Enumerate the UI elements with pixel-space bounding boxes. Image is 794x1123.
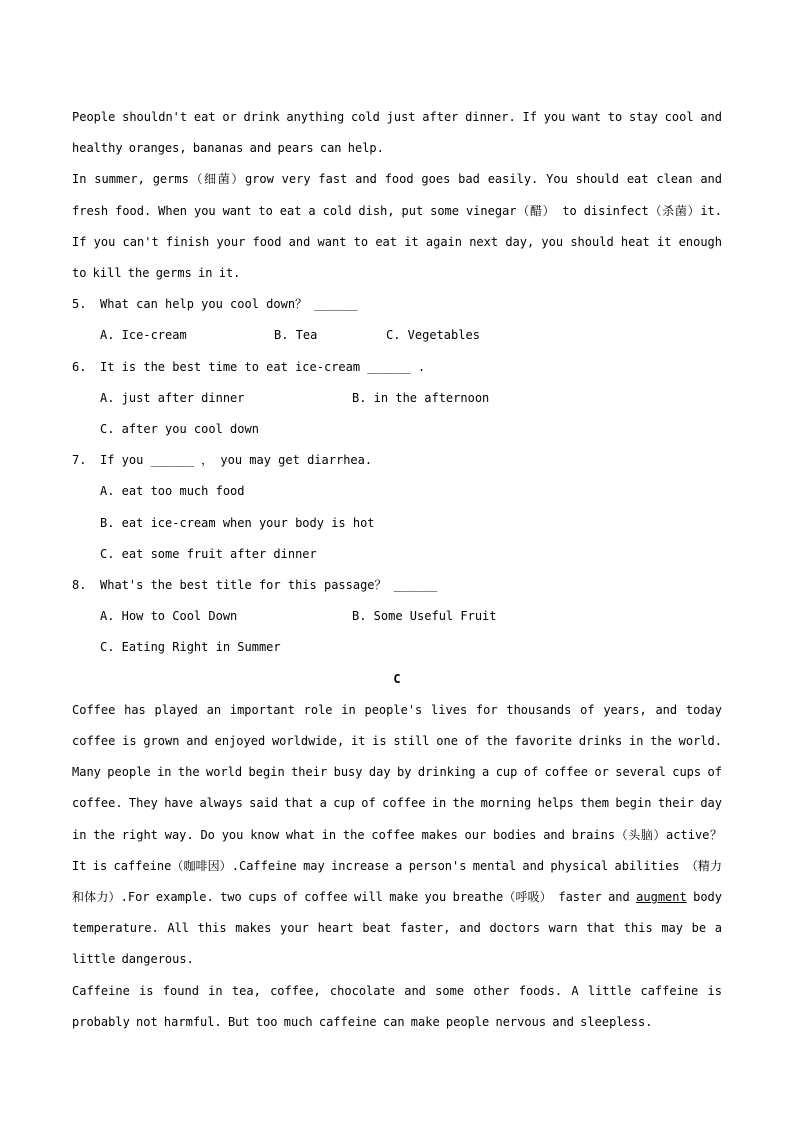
question-text: What's the best title for this passage？ ______ [100, 578, 438, 593]
question-text: If you ______ ， you may get diarrhea. [100, 453, 373, 468]
passage-b-paragraph-2: In summer, germs（细菌）grow very fast and food goes bad easily. You should eat clean and fresh food. When you want to eat a cold dish, put some vinegar（醋） to disinfect（杀菌）it. If you can't finish your food and want to eat it again next day, you should heat it enough to kill the germs in it. [72, 172, 722, 281]
question-6 [72, 352, 722, 383]
worksheet-page [72, 102, 722, 1038]
question-number: 5. [72, 297, 87, 312]
option-a: A. eat too much food [100, 484, 245, 499]
question-7-option-c-row [100, 539, 722, 570]
question-7 [72, 445, 722, 476]
passage-c-paragraph-2: Caffeine is found in tea, coffee, chocolate and some other foods. A little caffeine is probably not harmful. But too much caffeine can make people nervous and sleepless. [72, 983, 722, 1029]
question-6-options-row-2 [100, 414, 722, 445]
question-8-options-row-1 [100, 601, 722, 632]
passage-c-text-after: body temperature. All this makes your heart beat faster, and doctors warn that this may be a little dangerous. [72, 890, 722, 967]
option-a: A. Ice-cream [100, 328, 187, 343]
option-b: B. in the afternoon [352, 390, 490, 405]
option-b: B. Some Useful Fruit [352, 609, 497, 624]
option-c: C. eat some fruit after dinner [100, 546, 317, 561]
option-a: A. How to Cool Down [100, 609, 238, 624]
option-b: B. Tea [274, 328, 318, 343]
passage-c-paragraph-1 [72, 695, 722, 976]
option-c: C. Vegetables [386, 328, 480, 343]
question-number: 8. [72, 578, 87, 593]
question-7-option-b-row [100, 508, 722, 539]
question-number: 7. [72, 453, 87, 468]
option-a: A. just after dinner [100, 390, 245, 405]
question-8-options-row-2 [100, 632, 722, 663]
question-6-options-row-1 [100, 383, 722, 414]
section-title: C [393, 671, 401, 686]
question-text: What can help you cool down？ ______ [100, 297, 358, 312]
underlined-word: augment [636, 890, 687, 905]
question-number: 6. [72, 359, 87, 374]
option-b: B. eat ice-cream when your body is hot [100, 515, 375, 530]
option-c: C. after you cool down [100, 422, 259, 437]
question-8 [72, 570, 722, 601]
passage-b-paragraph-1: People shouldn't eat or drink anything cold just after dinner. If you want to stay cool and healthy oranges, bananas and pears can help. [72, 110, 722, 156]
question-5-options [100, 320, 722, 351]
question-text: It is the best time to eat ice-cream ______ . [100, 359, 426, 374]
option-c: C. Eating Right in Summer [100, 640, 281, 655]
question-7-option-a-row [100, 476, 722, 507]
question-5 [72, 289, 722, 320]
passage-c-text-before: Coffee has played an important role in people's lives for thousands of years, and today coffee is grown and enjoyed worldwide, it is still one of the favorite drinks in the world. Many people in the world begin their busy day by drinking a cup of coffee or several cups of coffee. They have always said that a cup of coffee in the morning helps them begin their day in the right way. Do you know what in the coffee makes our bodies and brains（头脑）active？ It is caffeine（咖啡因）.Caffeine may increase a person's mental and physical abilities （精力和体力）.For example. two cups of coffee will make you breathe（呼吸） faster and [72, 702, 722, 905]
